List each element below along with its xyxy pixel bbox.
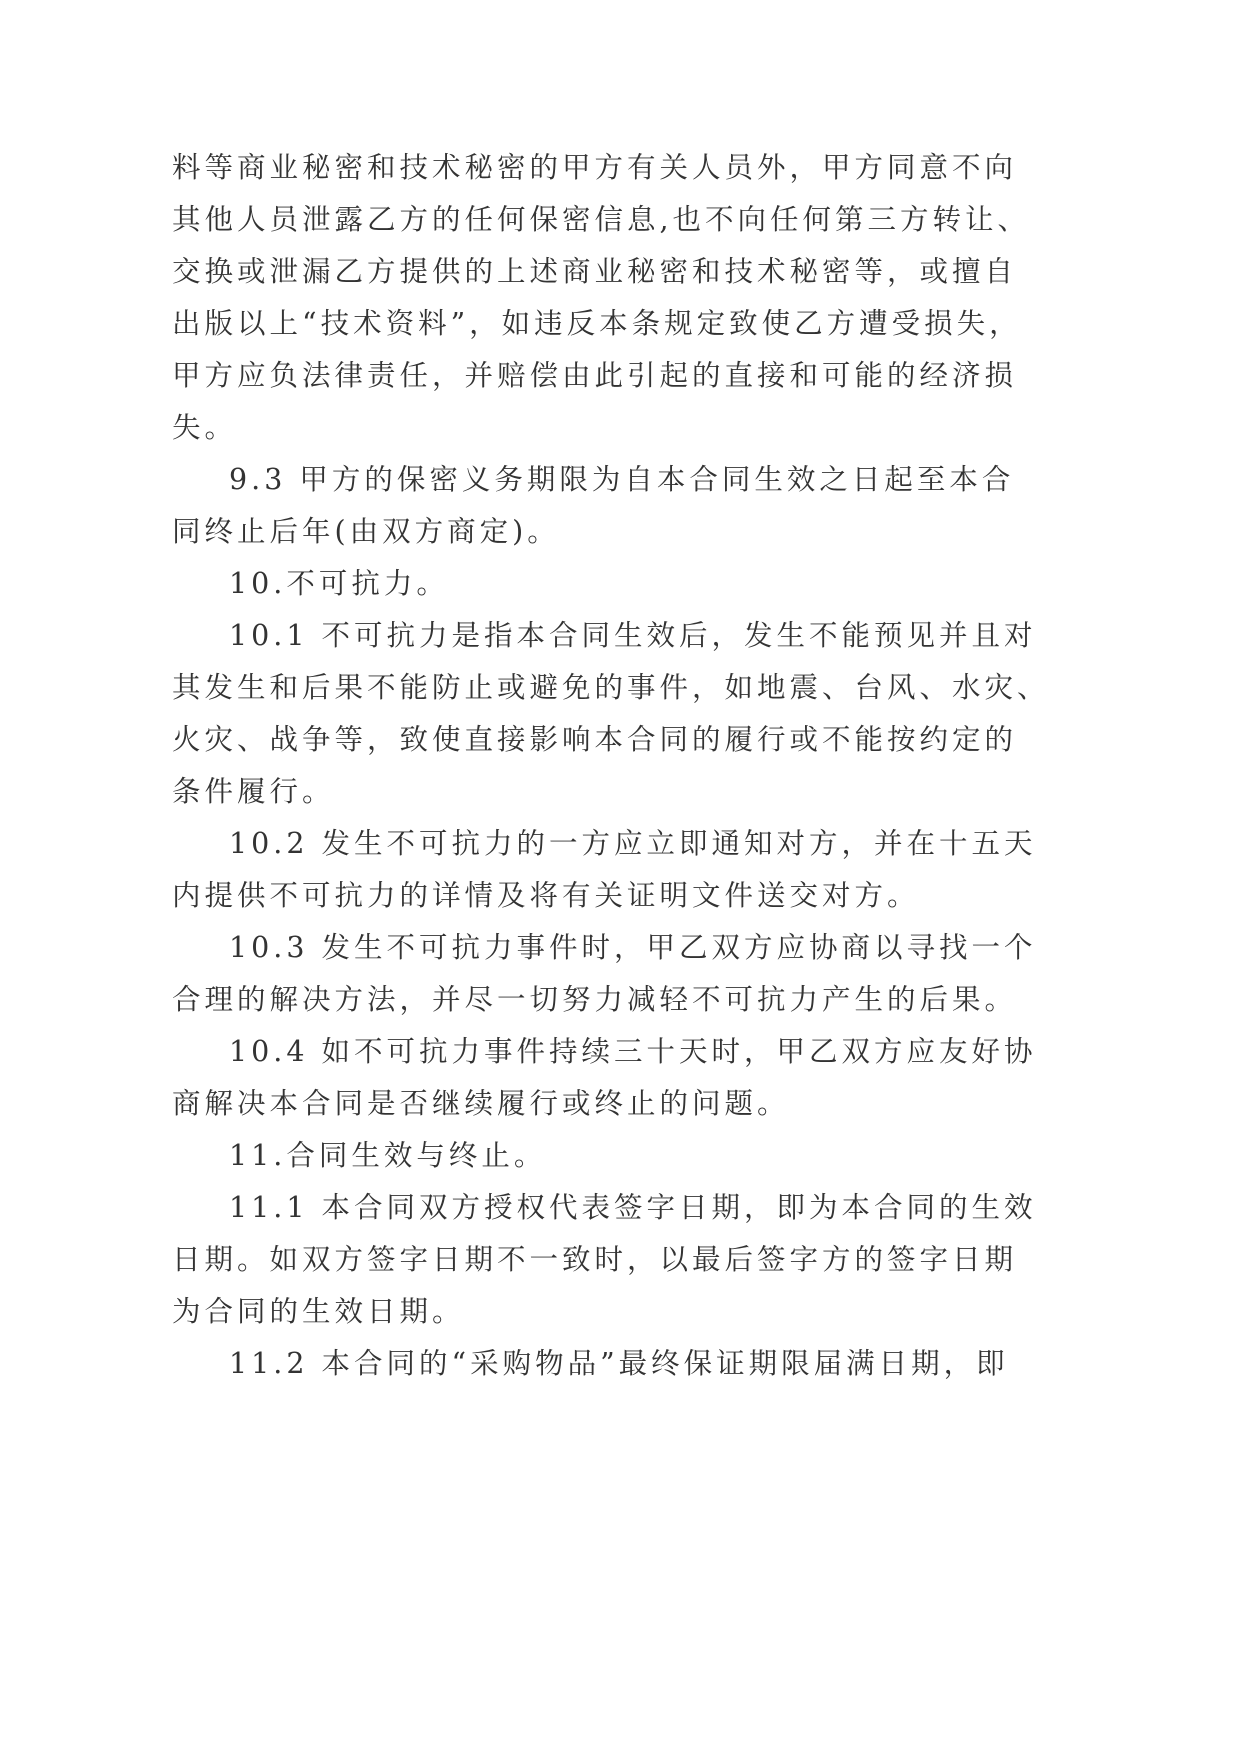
section-11-heading: 11.合同生效与终止。: [229, 1139, 547, 1172]
body-line: 日期。如双方签字日期不一致时，以最后签字方的签字日期: [172, 1243, 1018, 1276]
clause-10-2: 10.2 发生不可抗力的一方应立即通知对方，并在十五天: [229, 827, 1037, 860]
clause-10-4: 10.4 如不可抗力事件持续三十天时，甲乙双方应友好协: [229, 1035, 1037, 1068]
body-line: 交换或泄漏乙方提供的上述商业秘密和技术秘密等，或擅自: [172, 255, 1018, 288]
body-line: 火灾、战争等，致使直接影响本合同的履行或不能按约定的: [172, 723, 1018, 756]
clause-11-2: 11.2 本合同的“采购物品”最终保证期限届满日期，即: [229, 1347, 1009, 1380]
body-line: 合理的解决方法，并尽一切努力减轻不可抗力产生的后果。: [172, 983, 1018, 1016]
body-line: 料等商业秘密和技术秘密的甲方有关人员外，甲方同意不向: [172, 151, 1018, 184]
section-10-heading: 10.不可抗力。: [229, 567, 449, 600]
body-line: 甲方应负法律责任，并赔偿由此引起的直接和可能的经济损: [172, 359, 1018, 392]
body-line: 出版以上“技术资料”，如违反本条规定致使乙方遭受损失，: [172, 307, 1022, 340]
clause-9-3: 9.3 甲方的保密义务期限为自本合同生效之日起至本合: [229, 463, 1015, 496]
body-line: 失。: [172, 411, 238, 444]
clause-10-3: 10.3 发生不可抗力事件时，甲乙双方应协商以寻找一个: [229, 931, 1037, 964]
body-line: 其发生和后果不能防止或避免的事件，如地震、台风、水灾、: [172, 671, 1050, 704]
body-line: 同终止后年(由双方商定)。: [172, 515, 560, 548]
clause-10-1: 10.1 不可抗力是指本合同生效后，发生不能预见并且对: [229, 619, 1037, 652]
clause-11-1: 11.1 本合同双方授权代表签字日期，即为本合同的生效: [229, 1191, 1037, 1224]
body-line: 条件履行。: [172, 775, 335, 808]
body-line: 为合同的生效日期。: [172, 1295, 465, 1328]
body-line: 商解决本合同是否继续履行或终止的问题。: [172, 1087, 790, 1120]
body-line: 其他人员泄露乙方的任何保密信息,也不向任何第三方转让、: [172, 203, 1031, 236]
body-line: 内提供不可抗力的详情及将有关证明文件送交对方。: [172, 879, 920, 912]
